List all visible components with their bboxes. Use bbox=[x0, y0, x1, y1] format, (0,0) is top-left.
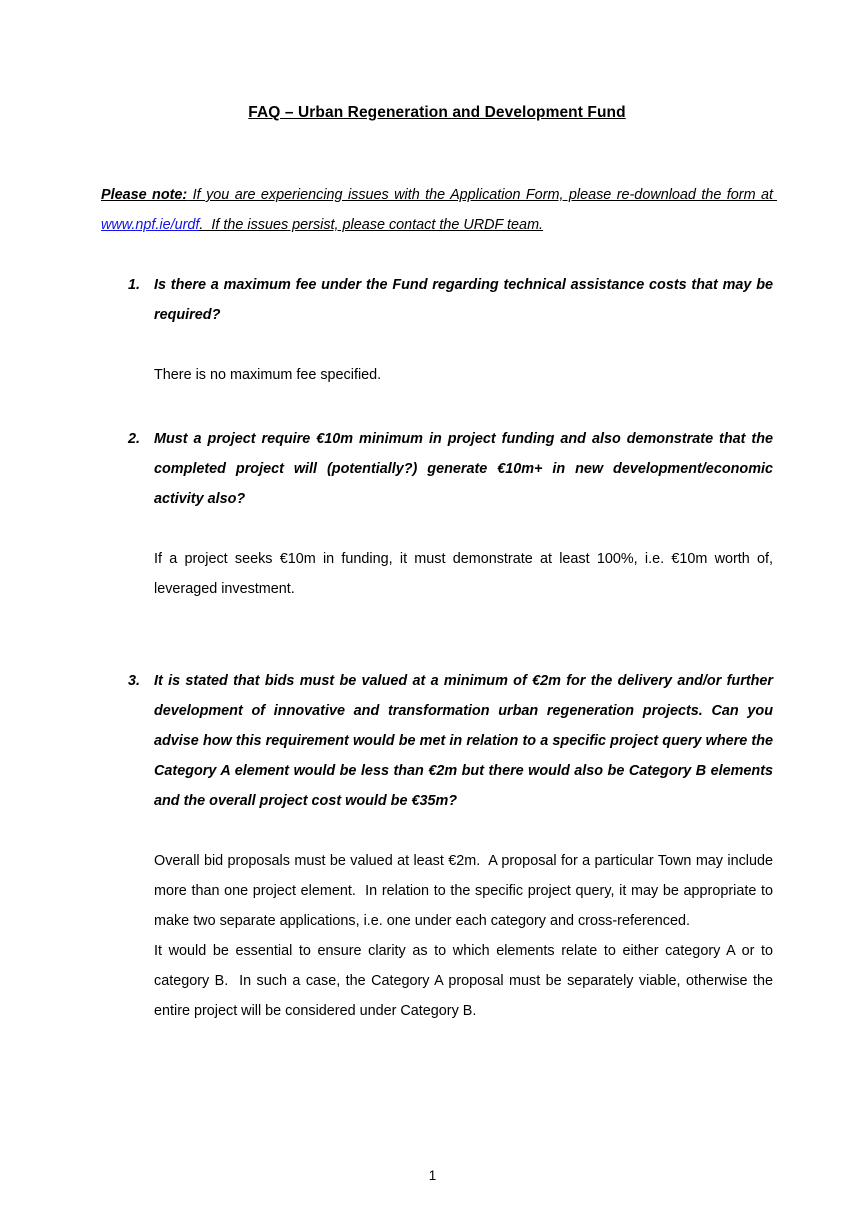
faq-question bbox=[101, 666, 773, 816]
note-paragraph bbox=[101, 180, 777, 240]
faq-number: 2. bbox=[128, 431, 141, 447]
faq-question-text: It is stated that bids must be valued at a minimum of €2m for the delivery and/or further development of innovative and transformation urban regeneration projects. Can you advise how this requirement would be met in relation to a specific project query where the Category A element would be less than €2m but there would also be Category B elements and the overall project cost would be €35m? bbox=[154, 673, 773, 809]
faq-number: 1. bbox=[128, 277, 141, 293]
faq-question bbox=[101, 270, 773, 330]
faq-item-3 bbox=[101, 666, 777, 1026]
note-label: Please note: bbox=[101, 187, 188, 203]
faq-item-2 bbox=[101, 424, 777, 604]
faq-answer: If a project seeks €10m in funding, it must demonstrate at least 100%, i.e. €10m worth of, leveraged investment. bbox=[154, 551, 777, 597]
page-number: 1 bbox=[428, 1168, 437, 1183]
faq-question-text: Is there a maximum fee under the Fund regarding technical assistance costs that may be required? bbox=[154, 277, 773, 323]
faq-answer: There is no maximum fee specified. bbox=[154, 367, 382, 383]
faq-list bbox=[101, 270, 777, 1026]
note-text-before-link: If you are experiencing issues with the Application Form, please re-download the form at bbox=[187, 187, 777, 203]
faq-question-text: Must a project require €10m minimum in project funding and also demonstrate that the completed project will (potentially?) generate €10m+ in new development/economic activity also? bbox=[154, 431, 773, 507]
page-title: FAQ – Urban Regeneration and Development Fund bbox=[248, 104, 626, 121]
faq-number: 3. bbox=[128, 673, 141, 689]
note-text-after-link: . If the issues persist, please contact the URDF team. bbox=[199, 217, 544, 233]
npf-urdf-link[interactable]: www.npf.ie/urdf bbox=[101, 217, 200, 233]
faq-question bbox=[101, 424, 773, 514]
faq-item-1 bbox=[101, 270, 773, 390]
faq-answer: Overall bid proposals must be valued at least €2m. A proposal for a particular Town may include more than one project element. In relation to the specific project query, it may be appropriate to make two separate applications, i.e. one under each category and cross-referenced. bbox=[154, 853, 777, 929]
faq-answer: It would be essential to ensure clarity as to which elements relate to either category A or to category B. In such a case, the Category A proposal must be separately viable, otherwise the entire project will be considered under Category B. bbox=[154, 943, 777, 1019]
